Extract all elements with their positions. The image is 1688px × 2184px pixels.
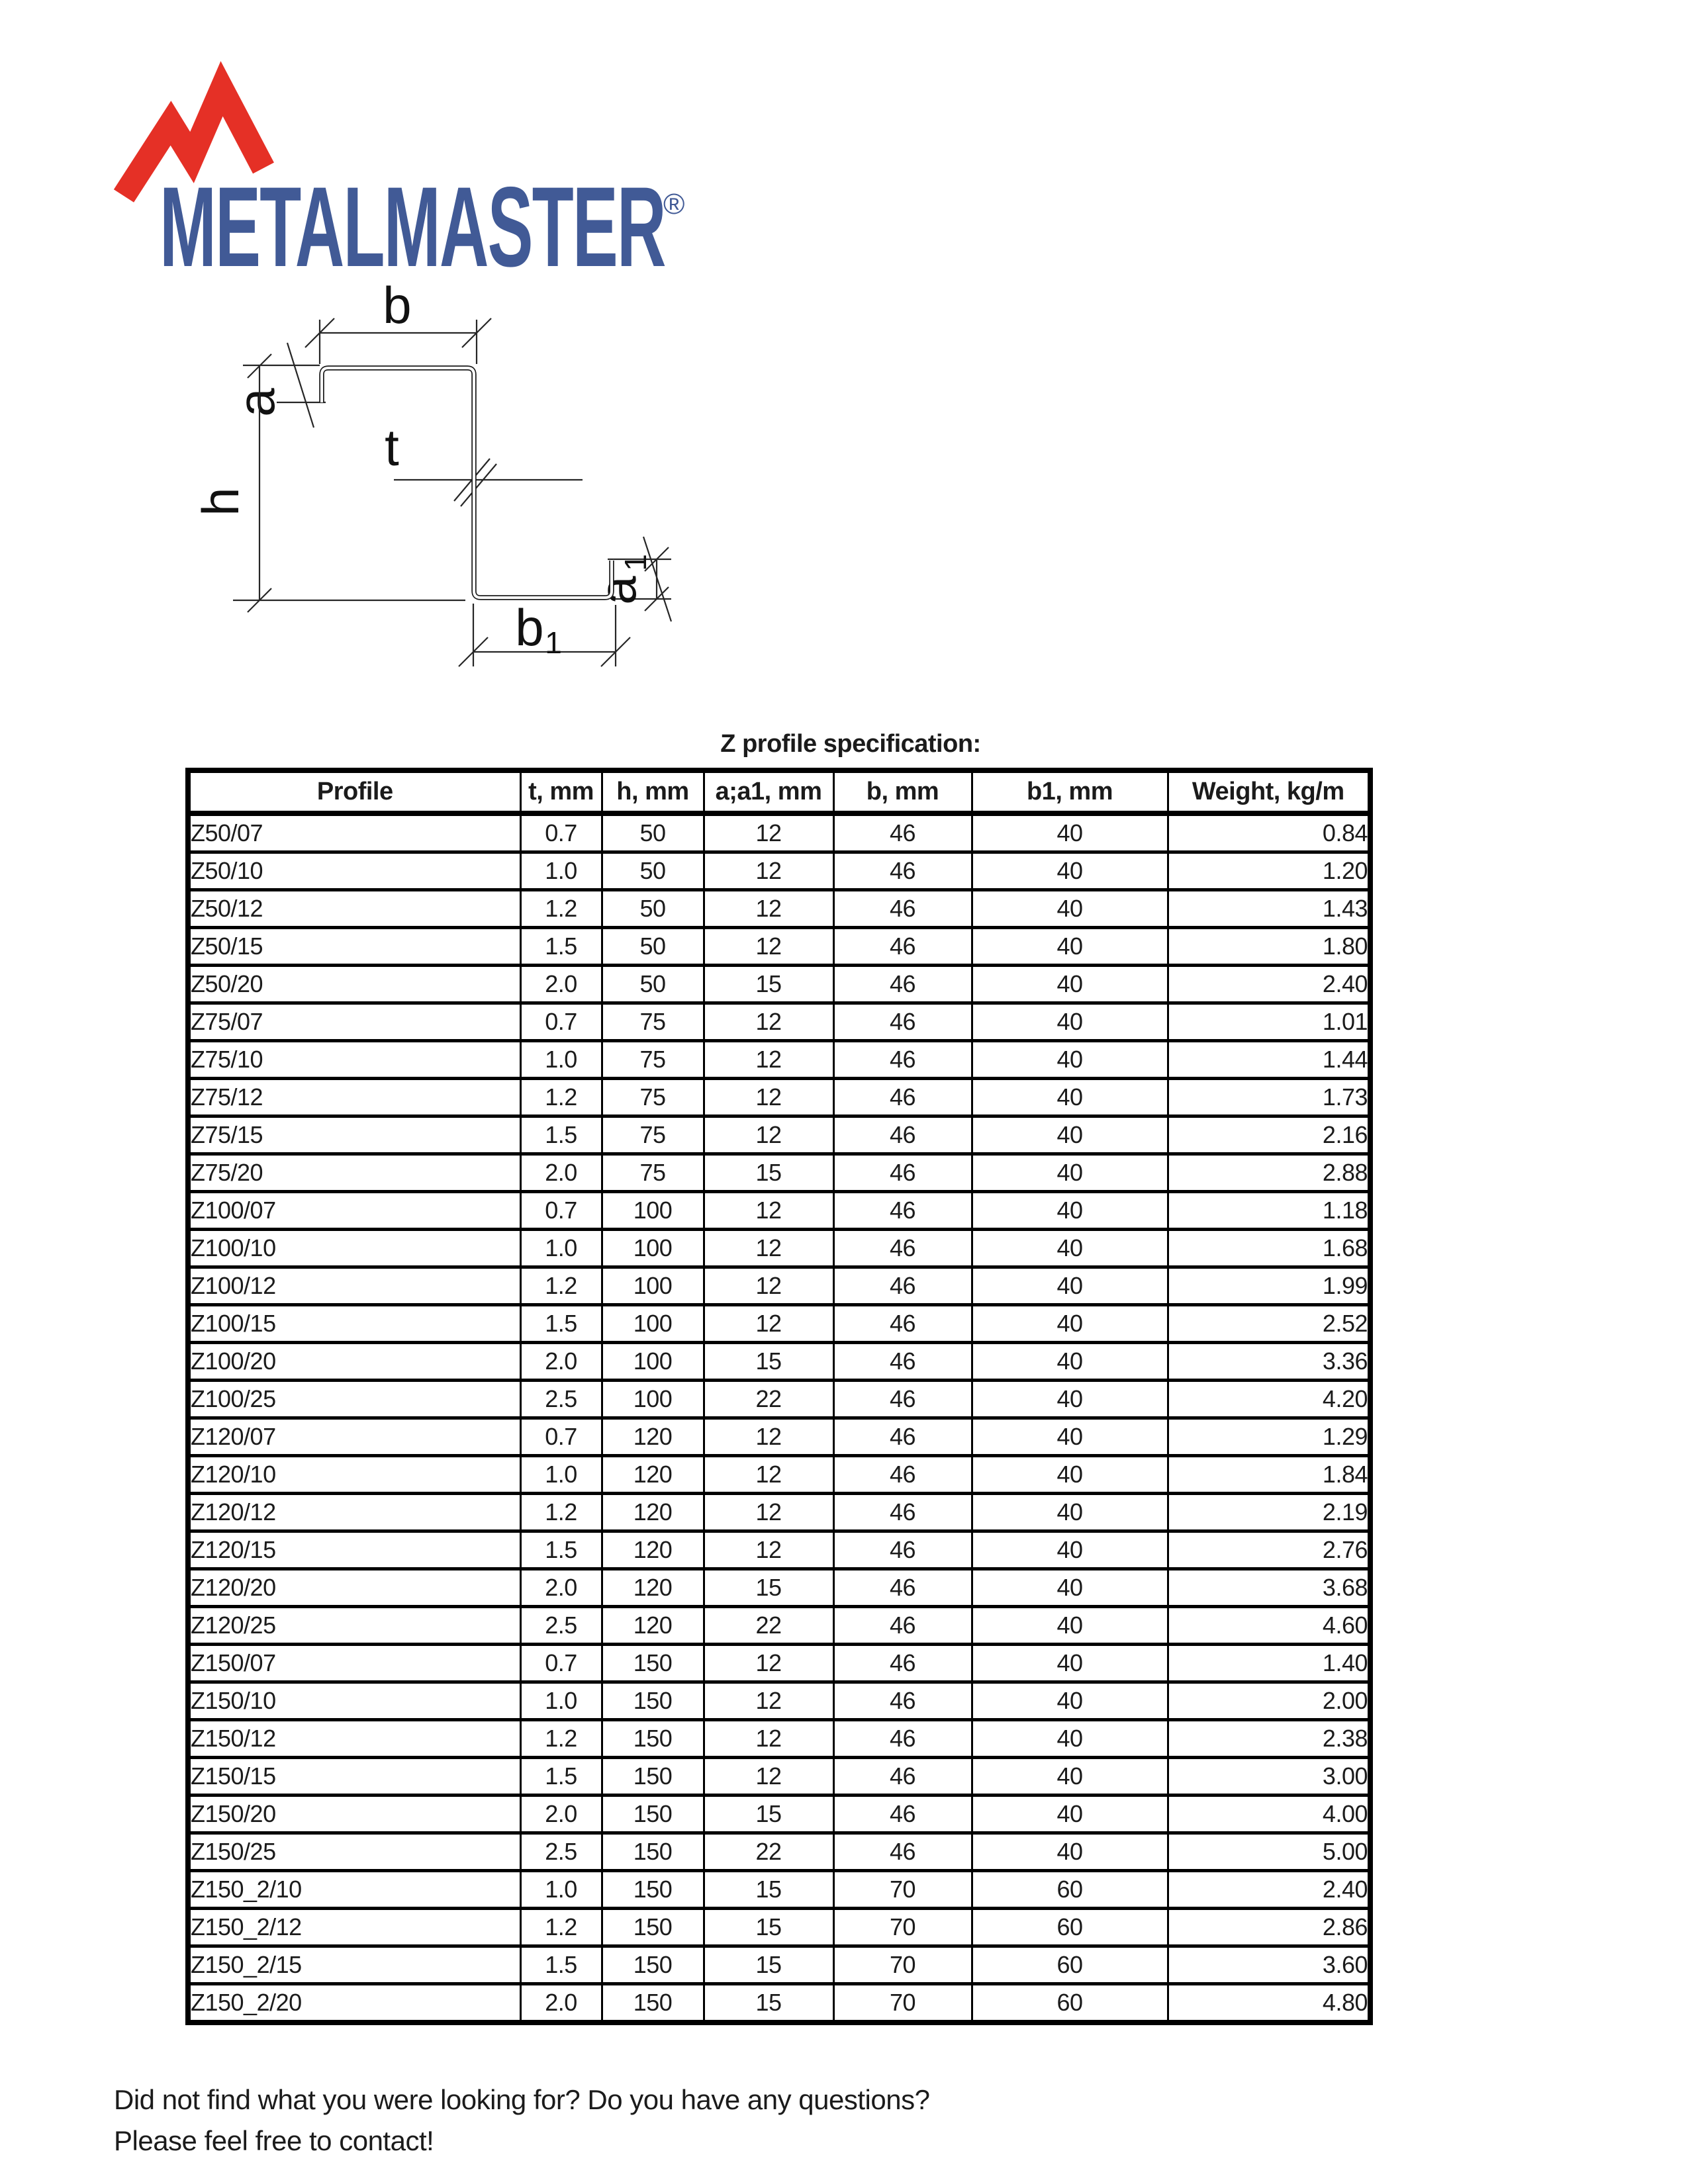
value-cell: 12	[704, 1079, 833, 1116]
value-cell: 22	[704, 1833, 833, 1871]
value-cell: 22	[704, 1607, 833, 1645]
value-cell: 0.7	[520, 1003, 602, 1041]
value-cell: 70	[833, 1946, 972, 1984]
value-cell: 40	[972, 1230, 1168, 1267]
value-cell: 2.16	[1168, 1116, 1370, 1154]
value-cell: 4.60	[1168, 1607, 1370, 1645]
table-row	[188, 1871, 1370, 1909]
value-cell: 60	[972, 1946, 1168, 1984]
value-cell: 2.5	[520, 1607, 602, 1645]
value-cell: 46	[833, 813, 972, 852]
value-cell: 12	[704, 1003, 833, 1041]
value-cell: 3.68	[1168, 1569, 1370, 1607]
label-a: a	[227, 388, 285, 417]
value-cell: 150	[602, 1833, 704, 1871]
value-cell: 1.73	[1168, 1079, 1370, 1116]
value-cell: 100	[602, 1381, 704, 1418]
value-cell: 46	[833, 1305, 972, 1343]
value-cell: 1.0	[520, 1456, 602, 1494]
value-cell: 12	[704, 1267, 833, 1305]
value-cell: 46	[833, 1041, 972, 1079]
value-cell: 40	[972, 1531, 1168, 1569]
value-cell: 15	[704, 966, 833, 1003]
value-cell: 2.0	[520, 1154, 602, 1192]
spec-table-body	[188, 813, 1370, 2023]
value-cell: 40	[972, 1456, 1168, 1494]
value-cell: 120	[602, 1494, 704, 1531]
value-cell: 2.88	[1168, 1154, 1370, 1192]
value-cell: 2.38	[1168, 1720, 1370, 1758]
value-cell: 22	[704, 1381, 833, 1418]
table-row	[188, 1833, 1370, 1871]
value-cell: 15	[704, 1569, 833, 1607]
value-cell: 46	[833, 1343, 972, 1381]
value-cell: 1.0	[520, 1682, 602, 1720]
profile-cell: Z150/10	[188, 1682, 520, 1720]
value-cell: 50	[602, 813, 704, 852]
profile-cell: Z150_2/12	[188, 1909, 520, 1946]
value-cell: 12	[704, 1192, 833, 1230]
value-cell: 1.0	[520, 852, 602, 890]
value-cell: 15	[704, 1909, 833, 1946]
value-cell: 46	[833, 1230, 972, 1267]
table-row	[188, 1003, 1370, 1041]
value-cell: 46	[833, 1154, 972, 1192]
table-row	[188, 1116, 1370, 1154]
profile-cell: Z50/20	[188, 966, 520, 1003]
footer-note	[114, 2079, 929, 2161]
value-cell: 120	[602, 1456, 704, 1494]
value-cell: 1.5	[520, 1305, 602, 1343]
value-cell: 15	[704, 1984, 833, 2023]
spec-table	[185, 768, 1373, 2025]
value-cell: 1.5	[520, 1531, 602, 1569]
value-cell: 46	[833, 1079, 972, 1116]
profile-cell: Z100/10	[188, 1230, 520, 1267]
table-row	[188, 1267, 1370, 1305]
label-t: t	[385, 418, 399, 477]
value-cell: 40	[972, 1720, 1168, 1758]
profile-cell: Z100/15	[188, 1305, 520, 1343]
value-cell: 46	[833, 1531, 972, 1569]
value-cell: 1.5	[520, 1116, 602, 1154]
value-cell: 40	[972, 1833, 1168, 1871]
value-cell: 40	[972, 1192, 1168, 1230]
label-b: b	[383, 276, 412, 334]
table-row	[188, 928, 1370, 966]
value-cell: 40	[972, 928, 1168, 966]
table-row	[188, 1796, 1370, 1833]
table-title: Z profile specification:	[720, 730, 981, 758]
table-row	[188, 1154, 1370, 1192]
table-row	[188, 852, 1370, 890]
value-cell: 1.0	[520, 1230, 602, 1267]
value-cell: 1.5	[520, 928, 602, 966]
profile-cell: Z100/07	[188, 1192, 520, 1230]
value-cell: 40	[972, 1343, 1168, 1381]
profile-cell: Z120/20	[188, 1569, 520, 1607]
table-row	[188, 890, 1370, 928]
value-cell: 1.99	[1168, 1267, 1370, 1305]
value-cell: 15	[704, 1796, 833, 1833]
value-cell: 2.40	[1168, 1871, 1370, 1909]
value-cell: 1.84	[1168, 1456, 1370, 1494]
profile-cell: Z75/20	[188, 1154, 520, 1192]
value-cell: 40	[972, 1041, 1168, 1079]
value-cell: 46	[833, 852, 972, 890]
profile-cell: Z120/15	[188, 1531, 520, 1569]
value-cell: 0.7	[520, 1418, 602, 1456]
value-cell: 4.80	[1168, 1984, 1370, 2023]
value-cell: 1.20	[1168, 852, 1370, 890]
value-cell: 46	[833, 1116, 972, 1154]
value-cell: 150	[602, 1645, 704, 1682]
value-cell: 4.20	[1168, 1381, 1370, 1418]
value-cell: 40	[972, 1079, 1168, 1116]
value-cell: 50	[602, 852, 704, 890]
dimension-b	[305, 276, 491, 364]
value-cell: 2.40	[1168, 966, 1370, 1003]
value-cell: 15	[704, 1343, 833, 1381]
value-cell: 150	[602, 1796, 704, 1833]
value-cell: 12	[704, 1682, 833, 1720]
column-header: Weight, kg/m	[1168, 770, 1370, 813]
value-cell: 2.00	[1168, 1682, 1370, 1720]
value-cell: 0.7	[520, 1192, 602, 1230]
value-cell: 4.00	[1168, 1796, 1370, 1833]
profile-cell: Z120/10	[188, 1456, 520, 1494]
value-cell: 15	[704, 1871, 833, 1909]
table-row	[188, 1758, 1370, 1796]
profile-cell: Z150/25	[188, 1833, 520, 1871]
value-cell: 12	[704, 1041, 833, 1079]
value-cell: 40	[972, 1607, 1168, 1645]
value-cell: 12	[704, 1531, 833, 1569]
value-cell: 150	[602, 1758, 704, 1796]
z-profile-outline	[322, 368, 612, 598]
value-cell: 3.60	[1168, 1946, 1370, 1984]
profile-cell: Z75/07	[188, 1003, 520, 1041]
value-cell: 1.01	[1168, 1003, 1370, 1041]
table-row	[188, 1343, 1370, 1381]
value-cell: 1.2	[520, 1494, 602, 1531]
dimension-t	[385, 418, 583, 506]
value-cell: 5.00	[1168, 1833, 1370, 1871]
value-cell: 46	[833, 1607, 972, 1645]
value-cell: 40	[972, 1003, 1168, 1041]
label-b1: b	[515, 598, 544, 657]
value-cell: 75	[602, 1154, 704, 1192]
value-cell: 75	[602, 1116, 704, 1154]
value-cell: 12	[704, 852, 833, 890]
profile-cell: Z150_2/10	[188, 1871, 520, 1909]
value-cell: 15	[704, 1154, 833, 1192]
value-cell: 100	[602, 1343, 704, 1381]
value-cell: 100	[602, 1192, 704, 1230]
table-row	[188, 1041, 1370, 1079]
value-cell: 46	[833, 1833, 972, 1871]
table-row	[188, 1720, 1370, 1758]
value-cell: 150	[602, 1720, 704, 1758]
value-cell: 12	[704, 1758, 833, 1796]
value-cell: 12	[704, 1645, 833, 1682]
value-cell: 46	[833, 1381, 972, 1418]
value-cell: 2.86	[1168, 1909, 1370, 1946]
profile-cell: Z75/10	[188, 1041, 520, 1079]
value-cell: 75	[602, 1079, 704, 1116]
value-cell: 1.2	[520, 890, 602, 928]
profile-cell: Z150/07	[188, 1645, 520, 1682]
table-row	[188, 1531, 1370, 1569]
value-cell: 1.0	[520, 1041, 602, 1079]
value-cell: 150	[602, 1682, 704, 1720]
value-cell: 40	[972, 1267, 1168, 1305]
value-cell: 1.43	[1168, 890, 1370, 928]
value-cell: 2.5	[520, 1381, 602, 1418]
value-cell: 1.2	[520, 1909, 602, 1946]
value-cell: 150	[602, 1871, 704, 1909]
value-cell: 40	[972, 852, 1168, 890]
value-cell: 75	[602, 1003, 704, 1041]
value-cell: 40	[972, 1645, 1168, 1682]
value-cell: 60	[972, 1984, 1168, 2023]
value-cell: 2.0	[520, 1343, 602, 1381]
value-cell: 3.00	[1168, 1758, 1370, 1796]
profile-cell: Z100/12	[188, 1267, 520, 1305]
profile-cell: Z75/15	[188, 1116, 520, 1154]
value-cell: 12	[704, 813, 833, 852]
value-cell: 100	[602, 1305, 704, 1343]
value-cell: 2.0	[520, 1796, 602, 1833]
value-cell: 1.44	[1168, 1041, 1370, 1079]
value-cell: 2.52	[1168, 1305, 1370, 1343]
value-cell: 40	[972, 890, 1168, 928]
value-cell: 1.68	[1168, 1230, 1370, 1267]
value-cell: 40	[972, 1154, 1168, 1192]
value-cell: 46	[833, 928, 972, 966]
z-profile-diagram	[191, 265, 708, 675]
value-cell: 1.2	[520, 1267, 602, 1305]
value-cell: 120	[602, 1569, 704, 1607]
value-cell: 1.0	[520, 1871, 602, 1909]
column-header: t, mm	[520, 770, 602, 813]
dimension-b1	[459, 598, 630, 666]
label-h: h	[191, 487, 250, 516]
value-cell: 50	[602, 928, 704, 966]
column-header: Profile	[188, 770, 520, 813]
value-cell: 40	[972, 1418, 1168, 1456]
value-cell: 12	[704, 890, 833, 928]
value-cell: 1.2	[520, 1720, 602, 1758]
value-cell: 3.36	[1168, 1343, 1370, 1381]
footer-line-1: Did not find what you were looking for? Do you have any questions?	[114, 2084, 930, 2115]
table-row	[188, 1682, 1370, 1720]
column-header: a;a1, mm	[704, 770, 833, 813]
value-cell: 40	[972, 1569, 1168, 1607]
value-cell: 1.40	[1168, 1645, 1370, 1682]
value-cell: 46	[833, 1192, 972, 1230]
label-a1-subscript: 1	[618, 554, 653, 571]
table-row	[188, 966, 1370, 1003]
profile-cell: Z100/25	[188, 1381, 520, 1418]
column-header: b, mm	[833, 770, 972, 813]
footer-line-2: Please feel free to contact!	[114, 2125, 434, 2156]
value-cell: 2.76	[1168, 1531, 1370, 1569]
label-a1: a	[588, 576, 647, 605]
dimension-a	[227, 343, 326, 428]
profile-cell: Z50/10	[188, 852, 520, 890]
table-row	[188, 1192, 1370, 1230]
value-cell: 150	[602, 1984, 704, 2023]
value-cell: 12	[704, 1418, 833, 1456]
value-cell: 1.18	[1168, 1192, 1370, 1230]
table-row	[188, 1946, 1370, 1984]
value-cell: 50	[602, 966, 704, 1003]
value-cell: 40	[972, 1494, 1168, 1531]
profile-cell: Z75/12	[188, 1079, 520, 1116]
value-cell: 40	[972, 1758, 1168, 1796]
table-row	[188, 1984, 1370, 2023]
table-row	[188, 1909, 1370, 1946]
value-cell: 1.2	[520, 1079, 602, 1116]
value-cell: 120	[602, 1607, 704, 1645]
value-cell: 46	[833, 1494, 972, 1531]
profile-cell: Z150/12	[188, 1720, 520, 1758]
value-cell: 46	[833, 1645, 972, 1682]
table-row	[188, 1381, 1370, 1418]
value-cell: 40	[972, 1682, 1168, 1720]
table-row	[188, 1494, 1370, 1531]
value-cell: 46	[833, 1003, 972, 1041]
value-cell: 46	[833, 1682, 972, 1720]
table-row	[188, 1607, 1370, 1645]
table-row	[188, 1645, 1370, 1682]
table-row	[188, 1418, 1370, 1456]
value-cell: 46	[833, 966, 972, 1003]
value-cell: 46	[833, 890, 972, 928]
profile-cell: Z150/15	[188, 1758, 520, 1796]
value-cell: 75	[602, 1041, 704, 1079]
value-cell: 2.19	[1168, 1494, 1370, 1531]
value-cell: 70	[833, 1984, 972, 2023]
value-cell: 2.5	[520, 1833, 602, 1871]
value-cell: 40	[972, 966, 1168, 1003]
brand-name: METALMASTER	[160, 163, 665, 291]
value-cell: 46	[833, 1758, 972, 1796]
profile-cell: Z50/07	[188, 813, 520, 852]
table-row	[188, 1305, 1370, 1343]
value-cell: 150	[602, 1909, 704, 1946]
value-cell: 46	[833, 1267, 972, 1305]
value-cell: 120	[602, 1418, 704, 1456]
table-row	[188, 813, 1370, 852]
value-cell: 2.0	[520, 1569, 602, 1607]
registered-trademark-icon: ®	[663, 188, 685, 220]
value-cell: 46	[833, 1418, 972, 1456]
column-header: b1, mm	[972, 770, 1168, 813]
value-cell: 70	[833, 1871, 972, 1909]
value-cell: 12	[704, 1494, 833, 1531]
profile-cell: Z50/15	[188, 928, 520, 966]
value-cell: 12	[704, 1720, 833, 1758]
value-cell: 46	[833, 1720, 972, 1758]
value-cell: 1.5	[520, 1758, 602, 1796]
column-header: h, mm	[602, 770, 704, 813]
value-cell: 40	[972, 1796, 1168, 1833]
value-cell: 40	[972, 813, 1168, 852]
value-cell: 70	[833, 1909, 972, 1946]
value-cell: 1.5	[520, 1946, 602, 1984]
table-row	[188, 1456, 1370, 1494]
profile-cell: Z150_2/20	[188, 1984, 520, 2023]
value-cell: 12	[704, 1116, 833, 1154]
value-cell: 150	[602, 1946, 704, 1984]
value-cell: 15	[704, 1946, 833, 1984]
value-cell: 46	[833, 1569, 972, 1607]
spec-table-header	[188, 770, 1370, 813]
value-cell: 60	[972, 1909, 1168, 1946]
profile-cell: Z150_2/15	[188, 1946, 520, 1984]
value-cell: 0.84	[1168, 813, 1370, 852]
value-cell: 40	[972, 1381, 1168, 1418]
value-cell: 12	[704, 1305, 833, 1343]
table-row	[188, 1569, 1370, 1607]
value-cell: 2.0	[520, 966, 602, 1003]
value-cell: 40	[972, 1305, 1168, 1343]
value-cell: 0.7	[520, 813, 602, 852]
value-cell: 12	[704, 1230, 833, 1267]
value-cell: 40	[972, 1116, 1168, 1154]
label-b1-subscript: 1	[545, 625, 562, 660]
value-cell: 2.0	[520, 1984, 602, 2023]
value-cell: 100	[602, 1230, 704, 1267]
value-cell: 1.80	[1168, 928, 1370, 966]
value-cell: 1.29	[1168, 1418, 1370, 1456]
profile-cell: Z120/25	[188, 1607, 520, 1645]
profile-cell: Z150/20	[188, 1796, 520, 1833]
profile-cell: Z120/07	[188, 1418, 520, 1456]
value-cell: 120	[602, 1531, 704, 1569]
profile-cell: Z100/20	[188, 1343, 520, 1381]
dimension-a1	[588, 537, 671, 621]
value-cell: 0.7	[520, 1645, 602, 1682]
profile-cell: Z120/12	[188, 1494, 520, 1531]
profile-cell: Z50/12	[188, 890, 520, 928]
value-cell: 46	[833, 1456, 972, 1494]
table-row	[188, 1230, 1370, 1267]
value-cell: 100	[602, 1267, 704, 1305]
value-cell: 60	[972, 1871, 1168, 1909]
value-cell: 12	[704, 928, 833, 966]
value-cell: 46	[833, 1796, 972, 1833]
value-cell: 12	[704, 1456, 833, 1494]
table-row	[188, 1079, 1370, 1116]
value-cell: 50	[602, 890, 704, 928]
